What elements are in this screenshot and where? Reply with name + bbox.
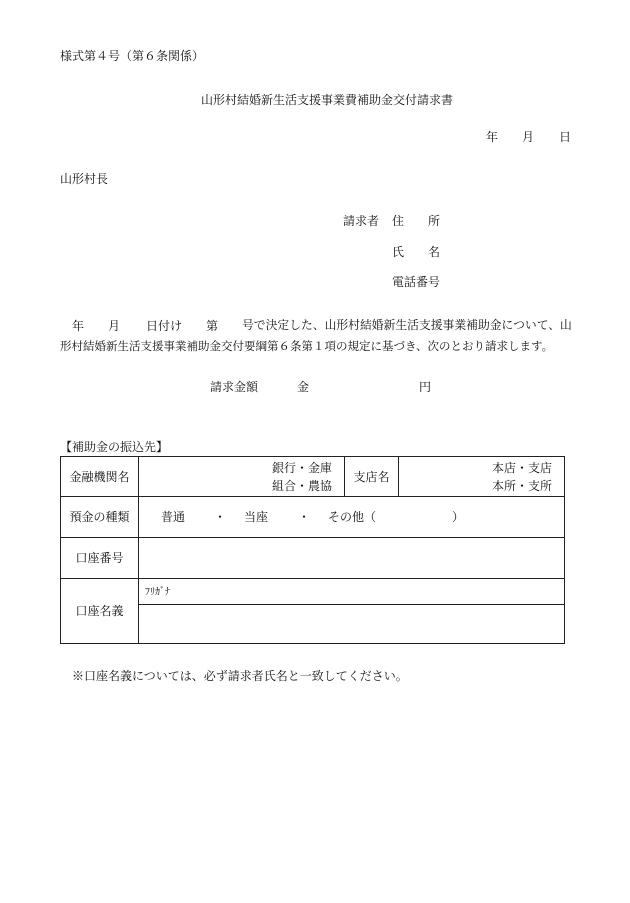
body-line1-rest: 号で決定した、山形村結婚新生活支援事業補助金について、山 (242, 318, 572, 332)
body-number-prefix: 第 (206, 319, 219, 333)
date-day: 日 (559, 130, 572, 144)
branch-types-line2: 本所・支所 (491, 478, 552, 493)
date-month: 月 (522, 130, 535, 144)
body-date-suffix: 日付け (146, 319, 183, 333)
furigana-label: ﾌﾘｶﾞﾅ (145, 587, 170, 598)
phone-label: 電話番号 (392, 275, 441, 289)
branch-input-cell[interactable] (399, 457, 565, 497)
amount-unit: 円 (419, 380, 432, 394)
bank-types-line1: 銀行・金庫 (271, 460, 332, 475)
deposit-type-row (61, 497, 565, 538)
deposit-option-other-close: ） (452, 510, 465, 524)
branch-label: 支店名 (353, 469, 390, 484)
addressee: 山形村長 (60, 172, 109, 186)
account-holder-input-cell[interactable] (139, 605, 565, 644)
account-holder-note: ※口座名義については、必ず請求者氏名と一致してください。 (72, 669, 408, 683)
amount-label: 請求金額 (210, 380, 259, 394)
deposit-option-checking[interactable]: 当座 (244, 510, 269, 524)
amount-prefix: 金 (297, 380, 310, 394)
body-line2: 形村結婚新生活支援事業補助金交付要綱第６条第１項の規定に基づき、次のとおり請求します。 (60, 339, 554, 353)
transfer-table (60, 456, 565, 644)
branch-types-line1: 本店・支店 (491, 460, 552, 475)
deposit-type-options-cell[interactable] (139, 497, 565, 538)
bank-types-line2: 組合・農協 (271, 478, 332, 493)
account-number-label-cell (61, 538, 139, 579)
account-number-row (61, 538, 565, 579)
account-number-label: 口座番号 (75, 551, 124, 565)
institution-input-cell[interactable] (139, 457, 345, 497)
institution-label-cell (61, 457, 139, 497)
account-holder-label: 口座名義 (75, 604, 124, 618)
deposit-option-separator: ・ (214, 510, 227, 524)
deposit-option-other[interactable]: その他（ (328, 510, 377, 524)
institution-row (61, 457, 565, 497)
transfer-section-title: 【補助金の振込先】 (60, 440, 169, 454)
account-holder-kana-row (61, 579, 565, 605)
deposit-option-regular[interactable]: 普通 (161, 510, 186, 524)
date-year: 年 (486, 130, 499, 144)
account-holder-label-cell (61, 579, 139, 644)
body-month: 月 (108, 319, 121, 333)
furigana-input-cell[interactable] (139, 579, 565, 605)
form-number: 様式第４号（第６条関係） (60, 49, 205, 63)
name-label: 氏 名 (392, 245, 441, 259)
requester-label: 請求者 (343, 214, 380, 228)
document-title: 山形村結婚新生活支援事業費補助金交付請求書 (201, 93, 454, 107)
deposit-type-label-cell (61, 497, 139, 538)
address-label: 住 所 (392, 214, 441, 228)
branch-label-cell (345, 457, 399, 497)
deposit-option-separator: ・ (298, 510, 311, 524)
account-number-input-cell[interactable] (139, 538, 565, 579)
deposit-type-label: 預金の種類 (69, 510, 130, 524)
body-year: 年 (72, 319, 85, 333)
institution-label: 金融機関名 (69, 469, 130, 484)
